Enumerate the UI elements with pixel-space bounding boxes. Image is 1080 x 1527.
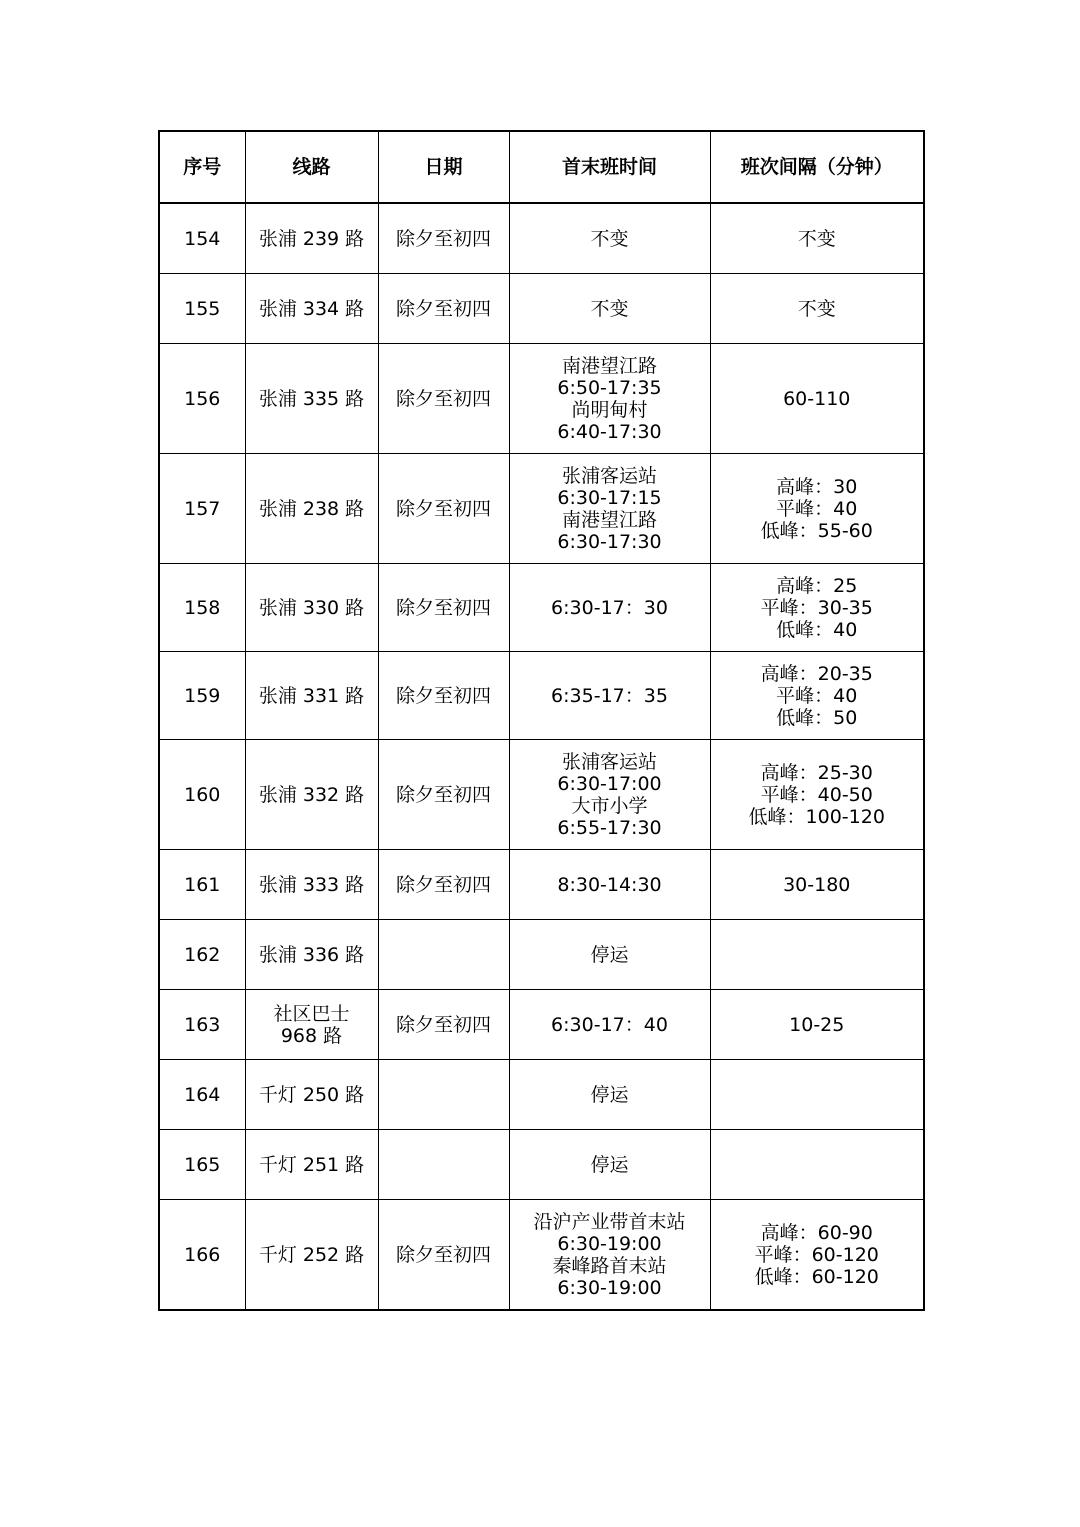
cell-time-line: 不变 bbox=[590, 227, 629, 250]
cell-time-line: 6:30-17：40 bbox=[551, 1013, 668, 1036]
cell-time-line: 张浦客运站 bbox=[561, 464, 657, 487]
cell-date bbox=[378, 920, 509, 990]
cell-date bbox=[378, 1130, 509, 1200]
cell-route bbox=[245, 344, 378, 454]
cell-date: 除夕至初四 bbox=[378, 652, 509, 740]
cell-no: 160 bbox=[159, 740, 245, 850]
cell-time bbox=[509, 564, 710, 652]
cell-interval bbox=[710, 1200, 924, 1311]
cell-route-line: 张浦 335 路 bbox=[258, 387, 365, 410]
cell-no: 157 bbox=[159, 454, 245, 564]
cell-no: 159 bbox=[159, 652, 245, 740]
cell-interval-line: 平峰：40-50 bbox=[760, 783, 873, 806]
cell-date: 除夕至初四 bbox=[378, 1200, 509, 1311]
cell-time-line: 6:30-17：30 bbox=[551, 596, 668, 619]
cell-route-line: 社区巴士 bbox=[273, 1002, 350, 1025]
cell-time-line: 6:30-17:30 bbox=[557, 530, 662, 553]
cell-interval-line: 不变 bbox=[797, 227, 836, 250]
cell-route bbox=[245, 920, 378, 990]
cell-route-line: 张浦 239 路 bbox=[258, 227, 365, 250]
cell-time-line: 6:30-17:00 bbox=[557, 772, 662, 795]
cell-time bbox=[509, 850, 710, 920]
cell-interval bbox=[710, 652, 924, 740]
cell-time-line: 秦峰路首末站 bbox=[552, 1254, 667, 1277]
cell-no: 166 bbox=[159, 1200, 245, 1311]
cell-interval-line: 低峰：100-120 bbox=[748, 805, 885, 828]
cell-interval bbox=[710, 454, 924, 564]
cell-time-line: 6:30-19:00 bbox=[557, 1232, 662, 1255]
cell-no: 156 bbox=[159, 344, 245, 454]
cell-time-line: 停运 bbox=[590, 1083, 629, 1106]
cell-no: 154 bbox=[159, 203, 245, 274]
cell-interval-line: 高峰：25-30 bbox=[760, 761, 873, 784]
cell-date: 除夕至初四 bbox=[378, 740, 509, 850]
cell-no: 164 bbox=[159, 1060, 245, 1130]
table-row bbox=[159, 652, 924, 740]
cell-interval-line: 高峰：30 bbox=[776, 475, 858, 498]
cell-route bbox=[245, 740, 378, 850]
cell-interval bbox=[710, 920, 924, 990]
cell-no: 163 bbox=[159, 990, 245, 1060]
cell-time-line: 6:35-17：35 bbox=[551, 684, 668, 707]
cell-route bbox=[245, 652, 378, 740]
cell-route bbox=[245, 203, 378, 274]
cell-interval-line: 高峰：25 bbox=[776, 574, 858, 597]
cell-date: 除夕至初四 bbox=[378, 564, 509, 652]
cell-route-line: 张浦 331 路 bbox=[258, 684, 365, 707]
cell-route bbox=[245, 990, 378, 1060]
table-row bbox=[159, 990, 924, 1060]
cell-no: 158 bbox=[159, 564, 245, 652]
cell-time-line: 张浦客运站 bbox=[561, 750, 657, 773]
cell-route bbox=[245, 1060, 378, 1130]
cell-interval-line: 60-110 bbox=[783, 387, 851, 410]
cell-route bbox=[245, 1130, 378, 1200]
cell-interval bbox=[710, 990, 924, 1060]
cell-no: 155 bbox=[159, 274, 245, 344]
cell-date: 除夕至初四 bbox=[378, 454, 509, 564]
table-header-row bbox=[159, 131, 924, 203]
header-no: 序号 bbox=[159, 131, 245, 203]
cell-date: 除夕至初四 bbox=[378, 203, 509, 274]
header-route: 线路 bbox=[245, 131, 378, 203]
cell-date: 除夕至初四 bbox=[378, 990, 509, 1060]
cell-interval bbox=[710, 1060, 924, 1130]
table-row bbox=[159, 274, 924, 344]
cell-time bbox=[509, 1060, 710, 1130]
cell-time-line: 沿沪产业带首末站 bbox=[533, 1210, 686, 1233]
cell-route-line: 千灯 252 路 bbox=[258, 1243, 365, 1266]
cell-interval-line: 低峰：55-60 bbox=[760, 519, 873, 542]
cell-route-line: 张浦 336 路 bbox=[258, 943, 365, 966]
cell-route-line: 千灯 251 路 bbox=[258, 1153, 365, 1176]
cell-time bbox=[509, 274, 710, 344]
cell-route-line: 张浦 334 路 bbox=[258, 297, 365, 320]
table-row bbox=[159, 454, 924, 564]
cell-route-line: 968 路 bbox=[280, 1024, 343, 1047]
cell-time-line: 6:40-17:30 bbox=[557, 420, 662, 443]
cell-date: 除夕至初四 bbox=[378, 274, 509, 344]
cell-route bbox=[245, 274, 378, 344]
cell-time bbox=[509, 203, 710, 274]
cell-time-line: 8:30-14:30 bbox=[557, 873, 662, 896]
header-date: 日期 bbox=[378, 131, 509, 203]
cell-no: 161 bbox=[159, 850, 245, 920]
cell-time-line: 6:30-17:15 bbox=[557, 486, 662, 509]
cell-interval-line: 低峰：50 bbox=[776, 706, 858, 729]
table-row bbox=[159, 564, 924, 652]
cell-time bbox=[509, 1200, 710, 1311]
cell-time bbox=[509, 1130, 710, 1200]
cell-route bbox=[245, 1200, 378, 1311]
table-row bbox=[159, 344, 924, 454]
cell-interval bbox=[710, 850, 924, 920]
cell-interval-line: 高峰：20-35 bbox=[760, 662, 873, 685]
cell-interval-line: 平峰：40 bbox=[776, 684, 858, 707]
cell-time-line: 6:55-17:30 bbox=[557, 816, 662, 839]
cell-interval bbox=[710, 1130, 924, 1200]
cell-time-line: 不变 bbox=[590, 297, 629, 320]
cell-time bbox=[509, 920, 710, 990]
cell-interval-line: 高峰：60-90 bbox=[760, 1221, 873, 1244]
cell-interval-line: 平峰：40 bbox=[776, 497, 858, 520]
cell-date: 除夕至初四 bbox=[378, 344, 509, 454]
cell-time-line: 停运 bbox=[590, 1153, 629, 1176]
cell-interval bbox=[710, 274, 924, 344]
cell-time bbox=[509, 652, 710, 740]
cell-no: 165 bbox=[159, 1130, 245, 1200]
table-row bbox=[159, 1130, 924, 1200]
cell-time-line: 停运 bbox=[590, 943, 629, 966]
cell-time-line: 南港望江路 bbox=[561, 508, 657, 531]
cell-route bbox=[245, 850, 378, 920]
bus-schedule-table bbox=[158, 130, 925, 1311]
cell-date: 除夕至初四 bbox=[378, 850, 509, 920]
cell-time-line: 6:30-19:00 bbox=[557, 1276, 662, 1299]
cell-interval bbox=[710, 564, 924, 652]
table-row bbox=[159, 850, 924, 920]
cell-time bbox=[509, 344, 710, 454]
cell-date bbox=[378, 1060, 509, 1130]
cell-route-line: 张浦 330 路 bbox=[258, 596, 365, 619]
cell-interval-line: 平峰：30-35 bbox=[760, 596, 873, 619]
cell-no: 162 bbox=[159, 920, 245, 990]
cell-time-line: 尚明甸村 bbox=[571, 398, 648, 421]
cell-interval bbox=[710, 344, 924, 454]
table-row bbox=[159, 203, 924, 274]
table-body bbox=[159, 203, 924, 1310]
cell-time-line: 6:50-17:35 bbox=[557, 376, 662, 399]
cell-interval-line: 低峰：40 bbox=[776, 618, 858, 641]
cell-time bbox=[509, 990, 710, 1060]
cell-time-line: 大市小学 bbox=[571, 794, 648, 817]
cell-route-line: 张浦 332 路 bbox=[258, 783, 365, 806]
cell-interval-line: 不变 bbox=[797, 297, 836, 320]
cell-interval-line: 低峰：60-120 bbox=[754, 1265, 879, 1288]
header-time: 首末班时间 bbox=[509, 131, 710, 203]
cell-route-line: 张浦 238 路 bbox=[258, 497, 365, 520]
table-row bbox=[159, 920, 924, 990]
cell-interval bbox=[710, 203, 924, 274]
cell-interval-line: 平峰：60-120 bbox=[754, 1243, 879, 1266]
cell-time bbox=[509, 454, 710, 564]
cell-route bbox=[245, 454, 378, 564]
table-row bbox=[159, 1200, 924, 1311]
table-row bbox=[159, 740, 924, 850]
cell-interval bbox=[710, 740, 924, 850]
cell-route bbox=[245, 564, 378, 652]
cell-time-line: 南港望江路 bbox=[561, 354, 657, 377]
cell-route-line: 张浦 333 路 bbox=[258, 873, 365, 896]
cell-route-line: 千灯 250 路 bbox=[258, 1083, 365, 1106]
table-row bbox=[159, 1060, 924, 1130]
cell-interval-line: 10-25 bbox=[789, 1013, 845, 1036]
cell-time bbox=[509, 740, 710, 850]
header-interval: 班次间隔（分钟） bbox=[710, 131, 924, 203]
cell-interval-line: 30-180 bbox=[783, 873, 851, 896]
